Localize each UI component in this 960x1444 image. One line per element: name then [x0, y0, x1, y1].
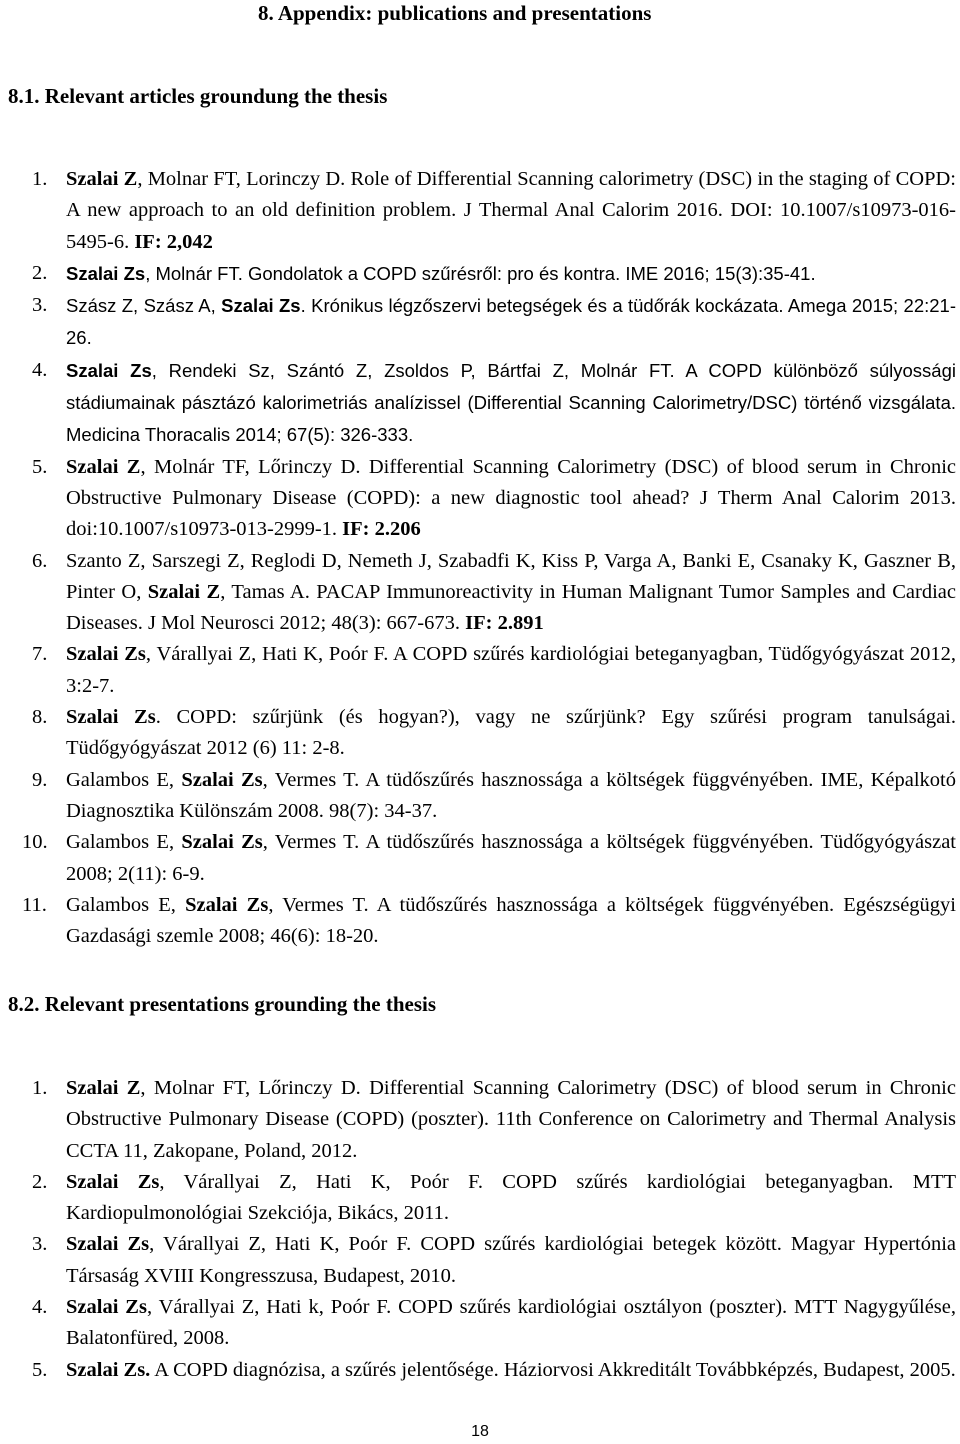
reference-text: . COPD: szűrjünk (és hogyan?), vagy ne szűrjünk? Egy szűrési program tanulságai. Tüdőgyógyászat 2012 (6) 11: 2-8. [66, 706, 956, 760]
reference-item [0, 355, 956, 452]
reference-item [0, 164, 956, 258]
reference-item [0, 1167, 956, 1230]
reference-number: 7. [32, 643, 48, 666]
author-name-bold: Szalai Z [66, 168, 138, 190]
reference-item [0, 258, 956, 290]
reference-text: , Várallyai Z, Hati k, Poór F. COPD szűrés kardiológiai osztályon (poszter). MTT Nagygyűlése, Balatonfüred, 2008. [66, 1296, 956, 1350]
reference-number: 3. [32, 1233, 48, 1256]
author-name-bold: Szalai Z [66, 1077, 141, 1099]
reference-number: 3. [32, 294, 48, 317]
reference-text: , Várallyai Z, Hati K, Poór F. COPD szűrés kardiológiai beteganyagban. MTT Kardiopulmonológiai Szekciója, Bikács, 2011. [66, 1170, 956, 1225]
reference-text: Szanto Z, Sarszegi Z, Reglodi D, Nemeth J, Szabadfi K, Kiss P, Varga A, Banki E, Csanaky K, Gaszner B, Pinter O, [66, 549, 956, 603]
author-name-bold: Szalai Zs [181, 831, 263, 854]
reference-text: , Vermes T. A tüdőszűrés hasznossága a költségek függvényében. IME, Képalkotó Diagnosztika Különszám 2008. 98(7): 34-37. [66, 768, 956, 822]
reference-text: , Molnár TF, Lőrinczy D. Differential Scanning Calorimetry (DSC) of blood serum in Chronic Obstructive Pulmonary Disease (COPD): a new diagnostic tool ahead? J Therm Anal Calorim 2013. doi:10.1007/s10973-013-2999-1. [66, 455, 956, 541]
reference-number: 5. [32, 455, 48, 478]
reference-text: , Molnar FT, Lőrinczy D. Differential Scanning Calorimetry (DSC) of blood serum in Chronic Obstructive Pulmonary Disease (COPD) (poszter). 11th Conference on Calorimetry and Thermal Analysis CCTA 11, Zakopane, Poland, 2012. [66, 1077, 956, 1162]
author-name-bold: Szalai Zs [66, 262, 146, 284]
reference-text: Galambos E, [66, 831, 182, 854]
reference-item [0, 765, 956, 828]
reference-item [0, 1229, 956, 1292]
reference-text: , Várallyai Z, Hati K, Poór F. A COPD szűrés kardiológiai beteganyagban, Tüdőgyógyászat 2012, 3:2-7. [66, 643, 956, 697]
articles-list [0, 164, 956, 952]
reference-number: 6. [32, 549, 48, 572]
reference-item [0, 1355, 956, 1386]
reference-item [0, 546, 956, 640]
articles-section-heading: 8.1. Relevant articles groundung the thesis [8, 84, 388, 108]
reference-item [0, 290, 956, 355]
reference-text: , Rendeki Sz, Szántó Z, Zsoldos P, Bártfai Z, Molnár FT. A COPD különböző súlyossági stádiumainak pásztázó kalorimetriás analízissel (Differential Scanning Calorimetry/DSC) történő vizsgálata. Medicina Thoracalis 2014; 67(5): 326-333. [66, 359, 956, 446]
reference-item [0, 702, 956, 765]
reference-number: 4. [32, 358, 48, 381]
reference-text: , Molnár FT. Gondolatok a COPD szűrésről: pro és kontra. IME 2016; 15(3):35-41. [145, 262, 816, 284]
author-name-bold: Szalai Zs [66, 706, 156, 729]
reference-item [0, 890, 956, 953]
author-name-bold: Szalai Z [66, 455, 141, 478]
author-name-bold: Szalai Zs [66, 1296, 147, 1319]
author-name-bold: Szalai Z [147, 580, 221, 603]
reference-text: , Vermes T. A tüdőszűrés hasznossága a költségek függvényében. Tüdőgyógyászat 2008; 2(11): 6-9. [66, 831, 956, 885]
reference-text: , Várallyai Z, Hati K, Poór F. COPD szűrés kardiológiai betegek között. Magyar Hypertónia Társaság XVIII Kongresszusa, Budapest, 2010. [66, 1233, 956, 1287]
author-name-bold: Szalai Zs [181, 768, 263, 791]
presentations-list [0, 1073, 956, 1386]
reference-number: 1. [32, 168, 48, 190]
reference-number: 9. [32, 768, 48, 791]
reference-item [0, 1292, 956, 1355]
reference-number: 11. [22, 893, 47, 916]
reference-number: 10. [22, 831, 48, 854]
reference-text: . Krónikus légzőszervi betegségek és a tüdőrák kockázata. Amega 2015; 22:21-26. [66, 295, 956, 349]
page-number: 18 [471, 1423, 489, 1440]
reference-item [0, 827, 956, 890]
reference-text: , Tamas A. PACAP Immunoreactivity in Human Malignant Tumor Samples and Cardiac Diseases. J Mol Neurosci 2012; 48(3): 667-673. [66, 580, 956, 635]
author-name-bold: Szalai Zs [185, 893, 269, 916]
author-name-bold: Szalai Zs [66, 643, 146, 666]
author-name-bold: Szalai Zs [66, 1233, 150, 1256]
reference-number: 4. [32, 1296, 48, 1319]
reference-text: , Molnar FT, Lorinczy D. Role of Differential Scanning calorimetry (DSC) in the staging of COPD: A new approach to an old definition problem. J Thermal Anal Calorim 2016. DOI: 10.1007/s10973-016-5495-6. [66, 168, 956, 253]
reference-number: 2. [32, 1170, 48, 1193]
reference-text: Galambos E, [66, 768, 182, 791]
presentations-section-heading: 8.2. Relevant presentations grounding the thesis [8, 992, 437, 1016]
reference-item [0, 1073, 956, 1167]
author-name-bold: IF: 2.206 [342, 518, 421, 541]
author-name-bold: IF: 2.891 [465, 612, 544, 635]
author-name-bold: Szalai Zs [66, 1170, 160, 1193]
author-name-bold: Szalai Zs [221, 295, 301, 317]
reference-text: A COPD diagnózisa, a szűrés jelentősége. Háziorvosi Akkreditált Továbbképzés, Budapest, 2005. [150, 1358, 956, 1381]
reference-number: 8. [32, 706, 48, 729]
author-name-bold: Szalai Zs. [66, 1358, 151, 1381]
author-name-bold: IF: 2,042 [134, 230, 213, 253]
reference-text: Galambos E, [66, 893, 186, 916]
reference-number: 1. [32, 1077, 48, 1099]
author-name-bold: Szalai Zs [66, 359, 152, 381]
reference-item [0, 639, 956, 702]
reference-text: Szász Z, Szász A, [66, 295, 222, 317]
reference-number: 5. [32, 1358, 48, 1381]
appendix-heading: 8. Appendix: publications and presentations [258, 1, 652, 25]
reference-text: , Vermes T. A tüdőszűrés hasznossága a költségek függvényében. Egészségügyi Gazdasági szemle 2008; 46(6): 18-20. [66, 893, 956, 948]
reference-item [0, 452, 956, 546]
reference-number: 2. [32, 261, 48, 284]
